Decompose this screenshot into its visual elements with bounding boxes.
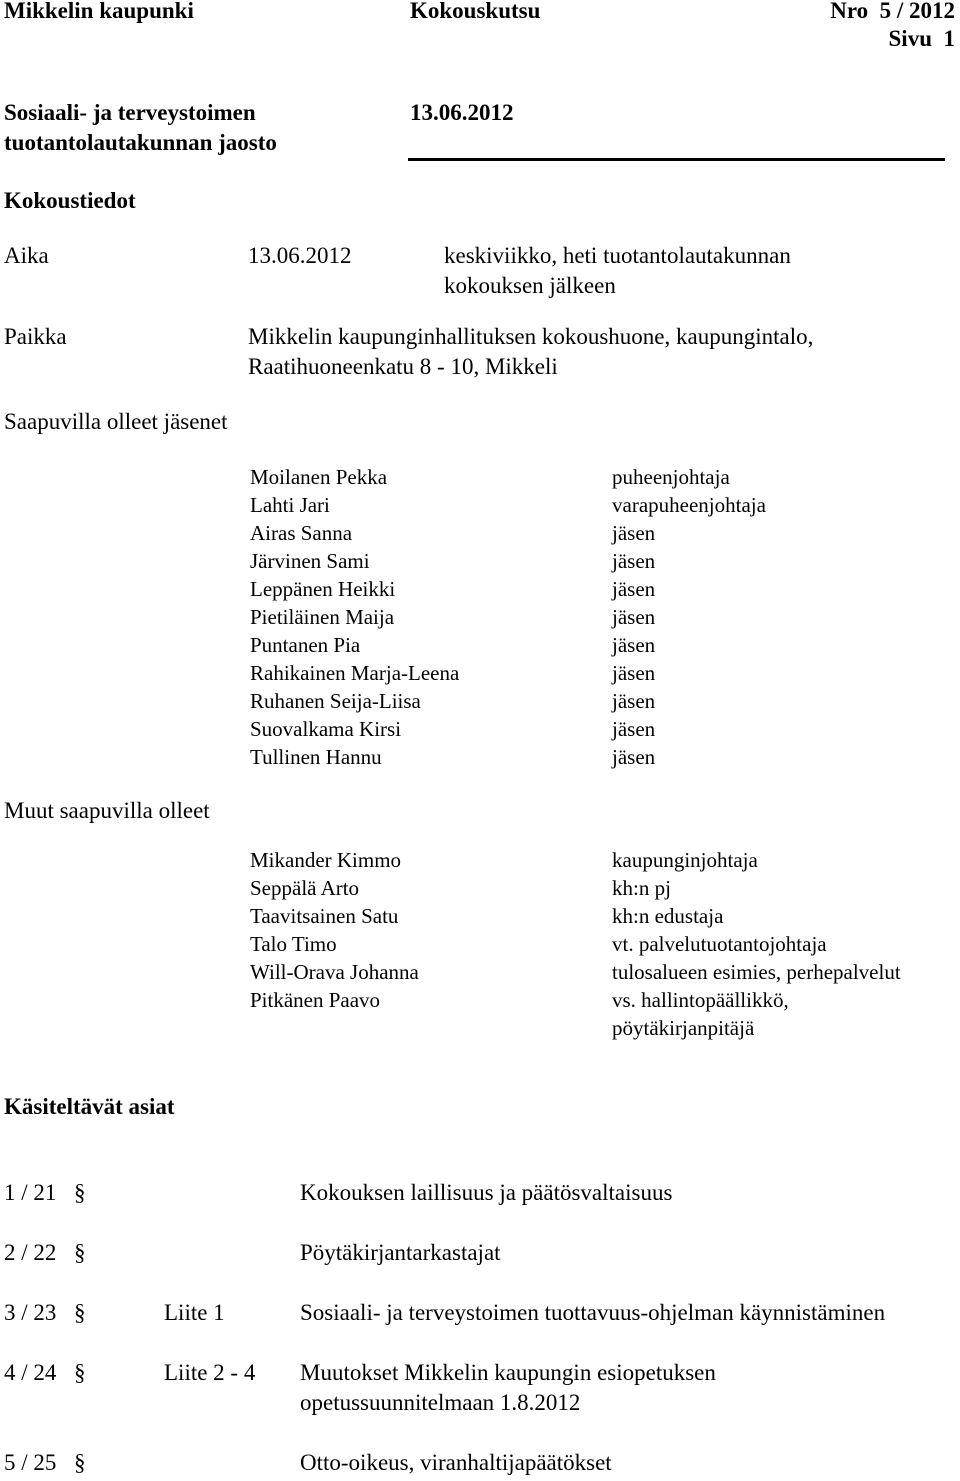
- time-label: Aika: [4, 243, 49, 268]
- member-name: Moilanen Pekka: [250, 465, 388, 489]
- section-sign: §: [74, 1450, 86, 1475]
- agenda-item-attachment: Liite 2 - 4: [164, 1360, 256, 1385]
- other-role: tulosalueen esimies, perhepalvelut: [612, 960, 901, 984]
- document-type: Kokouskutsu: [410, 0, 541, 23]
- other-role: pöytäkirjanpitäjä: [612, 1016, 755, 1040]
- other-role: kaupunginjohtaja: [612, 848, 758, 872]
- agenda-item-number: 4 / 24: [4, 1360, 57, 1385]
- section-sign: §: [74, 1240, 86, 1265]
- other-role: vs. hallintopäällikkö,: [612, 988, 789, 1012]
- other-name: Talo Timo: [250, 932, 337, 956]
- member-name: Lahti Jari: [250, 493, 330, 517]
- meeting-date-header: 13.06.2012: [410, 100, 514, 125]
- others-names: [250, 846, 419, 1014]
- other-role: kh:n edustaja: [612, 904, 724, 928]
- others-label: Muut saapuvilla olleet: [4, 798, 210, 823]
- member-name: Suovalkama Kirsi: [250, 717, 402, 741]
- agenda-item-attachment: Liite 1: [164, 1300, 225, 1325]
- section-sign: §: [74, 1180, 86, 1205]
- member-name: Pietiläinen Maija: [250, 605, 395, 629]
- member-name: Airas Sanna: [250, 521, 353, 545]
- agenda-item-title-line2: opetussuunnitelmaan 1.8.2012: [300, 1390, 581, 1415]
- other-role: vt. palvelutuotantojohtaja: [612, 932, 827, 956]
- agenda-item-title[interactable]: Kokouksen laillisuus ja päätösvaltaisuus: [300, 1180, 673, 1205]
- agenda-item-title[interactable]: Pöytäkirjantarkastajat: [300, 1240, 501, 1265]
- member-role: varapuheenjohtaja: [612, 493, 766, 517]
- agenda-item-title[interactable]: Sosiaali- ja terveystoimen tuottavuus-ohjelman käynnistäminen: [300, 1300, 886, 1325]
- member-role: jäsen: [612, 633, 656, 657]
- agenda-item-number: 2 / 22: [4, 1240, 57, 1265]
- other-name: Mikander Kimmo: [250, 848, 402, 872]
- time-description-line1: keskiviikko, heti tuotantolautakunnan: [444, 243, 791, 268]
- header-rule: [408, 158, 945, 161]
- member-role: jäsen: [612, 745, 656, 769]
- member-name: Rahikainen Marja-Leena: [250, 661, 460, 685]
- member-role: jäsen: [612, 605, 656, 629]
- member-name: Järvinen Sami: [250, 549, 370, 573]
- member-role: jäsen: [612, 717, 656, 741]
- other-name: Seppälä Arto: [250, 876, 360, 900]
- committee-name-line1: Sosiaali- ja terveystoimen: [4, 100, 256, 125]
- place-label: Paikka: [4, 324, 67, 349]
- time-description-line2: kokouksen jälkeen: [444, 273, 616, 298]
- section-sign: §: [74, 1300, 86, 1325]
- time-date: 13.06.2012: [248, 243, 352, 268]
- member-role: jäsen: [612, 661, 656, 685]
- committee-name-line2: tuotantolautakunnan jaosto: [4, 130, 277, 155]
- org-name: Mikkelin kaupunki: [4, 0, 194, 23]
- other-name: Will-Orava Johanna: [250, 960, 419, 984]
- other-name: Taavitsainen Satu: [250, 904, 399, 928]
- member-role: jäsen: [612, 549, 656, 573]
- place-line1: Mikkelin kaupunginhallituksen kokoushuone, kaupungintalo,: [248, 324, 814, 349]
- place-line2: Raatihuoneenkatu 8 - 10, Mikkeli: [248, 354, 558, 379]
- member-name: Tullinen Hannu: [250, 745, 382, 769]
- member-name: Puntanen Pia: [250, 633, 361, 657]
- agenda-item-title[interactable]: Otto-oikeus, viranhaltijapäätökset: [300, 1450, 612, 1475]
- agenda-item-number: 3 / 23: [4, 1300, 57, 1325]
- page-number: Sivu 1: [888, 26, 955, 51]
- member-name: Leppänen Heikki: [250, 577, 396, 601]
- member-role: jäsen: [612, 521, 656, 545]
- agenda-item-number: 5 / 25: [4, 1450, 57, 1475]
- section-title-meeting: Kokoustiedot: [4, 188, 136, 213]
- agenda-item-title[interactable]: Muutokset Mikkelin kaupungin esiopetuksen: [300, 1360, 716, 1385]
- member-role: puheenjohtaja: [612, 465, 730, 489]
- members-label: Saapuvilla olleet jäsenet: [4, 409, 228, 434]
- other-name: Pitkänen Paavo: [250, 988, 381, 1012]
- others-roles: [612, 846, 901, 1042]
- other-role: kh:n pj: [612, 876, 671, 900]
- section-sign: §: [74, 1360, 86, 1385]
- member-name: Ruhanen Seija-Liisa: [250, 689, 421, 713]
- agenda-title: Käsiteltävät asiat: [4, 1094, 175, 1119]
- members-roles: [612, 463, 766, 771]
- document-number: Nro 5 / 2012: [830, 0, 955, 23]
- members-names: [250, 463, 459, 771]
- agenda-item-number: 1 / 21: [4, 1180, 57, 1205]
- member-role: jäsen: [612, 689, 656, 713]
- member-role: jäsen: [612, 577, 656, 601]
